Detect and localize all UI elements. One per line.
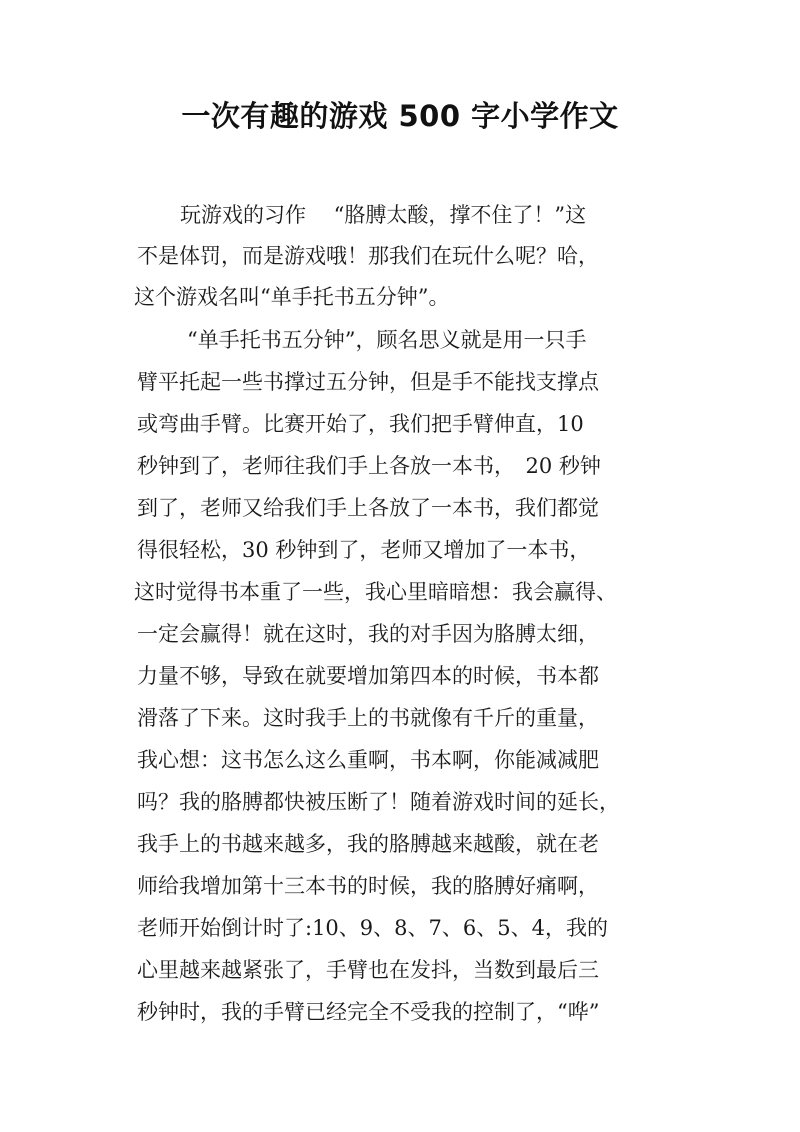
text-line: 老师开始倒计时了:10、9、8、7、6、5、4，我的 [137, 916, 608, 940]
text-line: 滑落了下来。这时我手上的书就像有千斤的重量， [137, 706, 599, 730]
text-line: 秒钟时，我的手臂已经完全不受我的控制了，“哗” [137, 1000, 600, 1024]
text-line: 心里越来越紧张了，手臂也在发抖，当数到最后三 [137, 958, 599, 982]
text-line: 玩游戏的习作 “胳膊太酸，撑不住了！”这 [180, 203, 587, 227]
text-line: 力量不够，导致在就要增加第四本的时候，书本都 [137, 664, 599, 688]
text-line: 或弯曲手臂。比赛开始了，我们把手臂伸直，10 [137, 412, 584, 436]
text-line: 不是体罚，而是游戏哦！那我们在玩什么呢？哈， [137, 244, 599, 268]
text-line: 秒钟到了，老师往我们手上各放一本书， 20 秒钟 [137, 454, 601, 478]
text-line: 得很轻松，30 秒钟到了，老师又增加了一本书， [137, 538, 591, 562]
text-line: 我心想：这书怎么这么重啊，书本啊，你能减减肥 [137, 748, 599, 772]
text-line: 臂平托起一些书撑过五分钟，但是手不能找支撑点 [137, 370, 599, 394]
text-line: “单手托书五分钟”，顾名思义就是用一只手 [187, 328, 587, 352]
text-line: 我手上的书越来越多，我的胳膊越来越酸，就在老 [137, 832, 599, 856]
text-line: 这时觉得书本重了一些，我心里暗暗想：我会赢得、 [134, 580, 617, 604]
text-line: 师给我增加第十三本书的时候，我的胳膊好痛啊， [137, 874, 599, 898]
text-line: 到了，老师又给我们手上各放了一本书，我们都觉 [137, 496, 599, 520]
text-line: 这个游戏名叫“单手托书五分钟”。 [134, 285, 450, 309]
text-line: 吗？我的胳膊都快被压断了！随着游戏时间的延长， [137, 790, 620, 814]
document-title: 一次有趣的游戏 500 字小学作文 [181, 99, 619, 133]
text-line: 一定会赢得！就在这时，我的对手因为胳膊太细， [137, 622, 599, 646]
